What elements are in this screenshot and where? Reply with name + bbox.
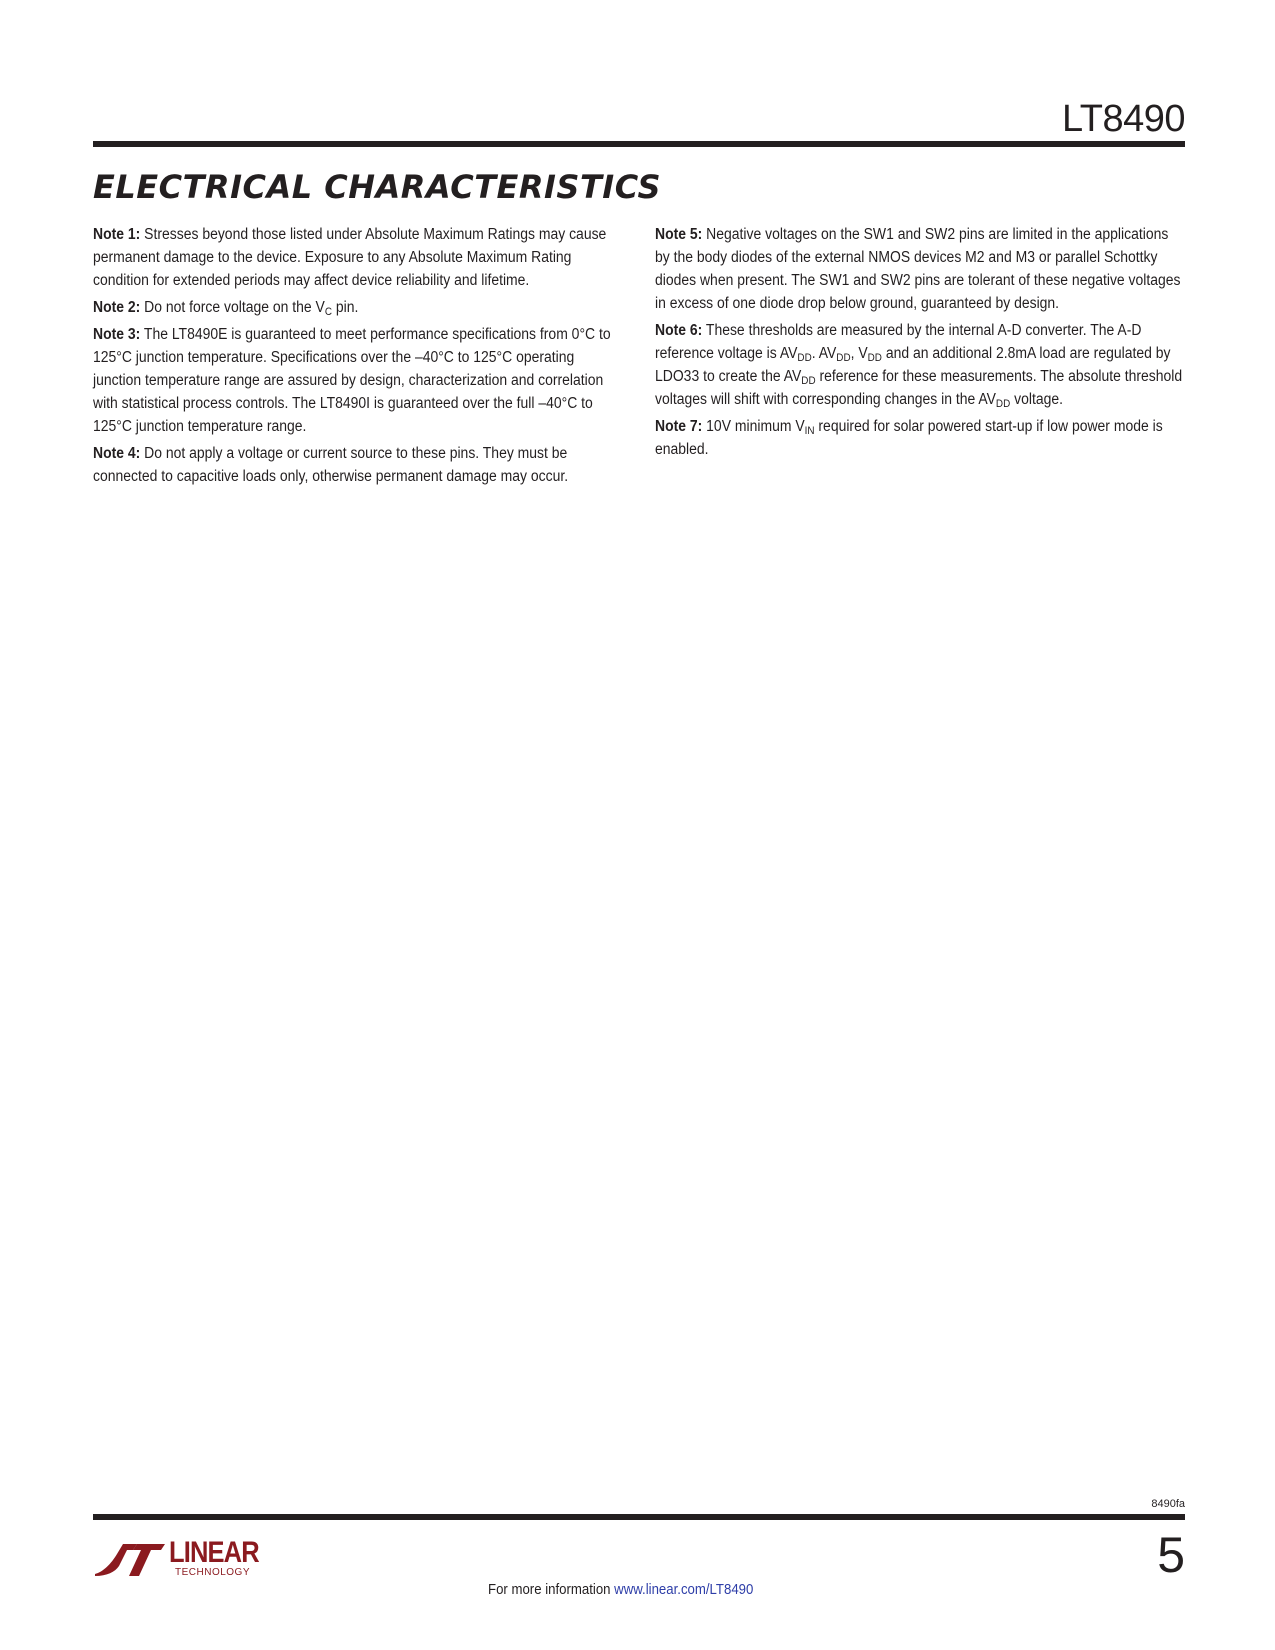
subscript: IN bbox=[804, 425, 815, 437]
note-text: , V bbox=[850, 345, 868, 362]
note-text: voltage. bbox=[1010, 391, 1063, 408]
note-7 bbox=[655, 415, 1184, 461]
note-label: Note 4: bbox=[93, 445, 141, 462]
note-text: required for solar powered start-up if low power mode is enabled. bbox=[655, 418, 1163, 458]
note-text: These thresholds are measured by the internal A-D converter. The A-D reference voltage is AV bbox=[655, 322, 1142, 362]
part-number: LT8490 bbox=[1061, 98, 1185, 140]
page-number: 5 bbox=[1157, 1527, 1185, 1583]
note-5 bbox=[655, 223, 1184, 315]
footer-link[interactable]: www.linear.com/LT8490 bbox=[614, 1581, 754, 1598]
note-text: Negative voltages on the SW1 and SW2 pins are limited in the applications by the body diodes of the external NMOS devices M2 and M3 or parallel Schottky diodes when present. The SW1 and SW2 pins are tolerant of these negative voltages in excess of one diode drop below ground, guaranteed by design. bbox=[655, 226, 1181, 312]
document-code: 8490fa bbox=[1151, 1498, 1185, 1510]
note-label: Note 1: bbox=[93, 226, 141, 243]
note-text: Do not force voltage on the V bbox=[144, 299, 325, 316]
note-text: and an additional 2.8mA load are regulated by LDO33 to create the AV bbox=[655, 345, 1171, 385]
note-text: reference for these measurements. The absolute threshold voltages will shift with corresponding changes in the AV bbox=[655, 368, 1183, 408]
section-title: ELECTRICAL CHARACTERISTICS bbox=[93, 168, 662, 206]
footer-info-text: For more information bbox=[488, 1581, 615, 1598]
subscript: DD bbox=[995, 398, 1011, 410]
subscript: DD bbox=[867, 352, 882, 364]
footer-info bbox=[488, 1581, 753, 1598]
footer-rule bbox=[93, 1514, 1185, 1520]
note-label: Note 6: bbox=[655, 322, 703, 339]
linear-logo-icon bbox=[93, 1538, 167, 1578]
logo-subtitle: TECHNOLOGY bbox=[175, 1567, 251, 1578]
note-text: . AV bbox=[811, 345, 837, 362]
note-2 bbox=[93, 296, 617, 319]
logo-wordmark: LINEAR bbox=[169, 1536, 259, 1569]
note-6 bbox=[655, 319, 1184, 411]
note-text: pin. bbox=[332, 299, 359, 316]
subscript: DD bbox=[801, 375, 816, 387]
note-4 bbox=[93, 442, 617, 488]
note-label: Note 3: bbox=[93, 326, 141, 343]
note-label: Note 2: bbox=[93, 299, 141, 316]
header-rule bbox=[93, 141, 1185, 147]
note-1 bbox=[93, 223, 617, 292]
notes-column-right bbox=[655, 223, 1185, 465]
note-text: Stresses beyond those listed under Absolute Maximum Ratings may cause permanent damage to the device. Exposure to any Absolute Maximum Rating condition for extended periods may affect device reliability and lifetime. bbox=[93, 226, 607, 289]
subscript: DD bbox=[797, 352, 812, 364]
note-label: Note 7: bbox=[655, 418, 703, 435]
note-3 bbox=[93, 323, 617, 438]
subscript: DD bbox=[836, 352, 851, 364]
notes-column-left bbox=[93, 223, 618, 492]
note-text: The LT8490E is guaranteed to meet performance specifications from 0°C to 125°C junction temperature. Specifications over the –40°C to 125°C operating junction temperature range are assured by design, characterization and correlation with statistical process controls. The LT8490I is guaranteed over the full –40°C to 125°C junction temperature range. bbox=[93, 326, 611, 435]
note-label: Note 5: bbox=[655, 226, 703, 243]
subscript: C bbox=[324, 306, 333, 318]
note-text: Do not apply a voltage or current source to these pins. They must be connected to capacitive loads only, otherwise permanent damage may occur. bbox=[93, 445, 569, 485]
linear-technology-logo bbox=[93, 1538, 263, 1578]
note-text: 10V minimum V bbox=[706, 418, 805, 435]
